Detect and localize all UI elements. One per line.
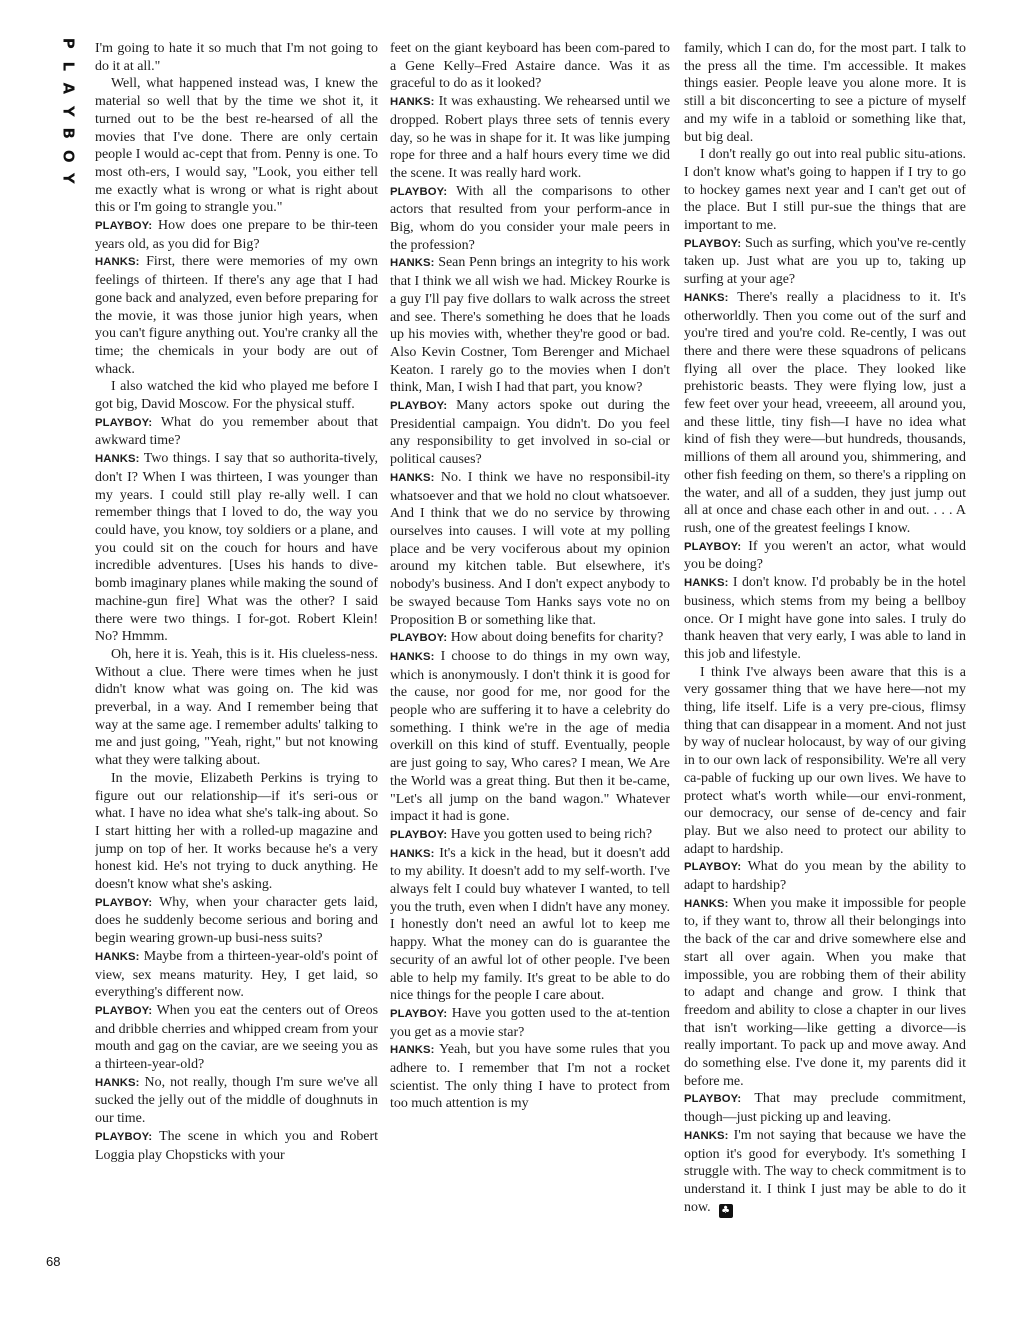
paragraph-text: I don't know. I'd probably be in the hotel business, which stems from my being a bellboy once. Or I might have gone into sales. I truly do thank heaven that very early, I was able to land in this job and lifestyle. bbox=[684, 575, 966, 662]
interview-exchange bbox=[684, 895, 966, 1091]
interview-exchange bbox=[684, 574, 966, 664]
speaker-label: PLAYBOY: bbox=[684, 237, 742, 250]
article-paragraph bbox=[95, 378, 378, 413]
running-head-letter: Y bbox=[59, 172, 78, 184]
paragraph-text: With all the comparisons to other actors that resulted from your perform-ance in Big, whom do you consider your male peers in the profession? bbox=[390, 183, 670, 253]
text-column-2 bbox=[390, 40, 670, 1280]
article-paragraph bbox=[684, 40, 966, 146]
speaker-label: HANKS: bbox=[390, 257, 435, 270]
speaker-label: HANKS: bbox=[684, 577, 729, 590]
speaker-label: PLAYBOY: bbox=[95, 416, 153, 429]
interview-exchange bbox=[95, 217, 378, 253]
speaker-label: HANKS: bbox=[390, 1044, 435, 1057]
speaker-label: PLAYBOY: bbox=[390, 185, 448, 198]
speaker-label: PLAYBOY: bbox=[390, 632, 448, 645]
paragraph-text: If you weren't an actor, what would you be doing? bbox=[684, 538, 966, 573]
speaker-label: HANKS: bbox=[684, 291, 729, 304]
interview-exchange bbox=[390, 629, 670, 648]
speaker-label: PLAYBOY: bbox=[684, 861, 742, 874]
paragraph-text: No, not really, though I'm sure we've all sucked the jelly out of the middle of doughnuts in our time. bbox=[95, 1074, 378, 1127]
speaker-label: PLAYBOY: bbox=[95, 896, 153, 909]
paragraph-text: I don't really go out into real public situ-ations. I don't know what's going to happen if I try to go to hockey games next year and I can't get out of the place. But I still pur-sue the things that are important to me. bbox=[684, 147, 966, 234]
text-column-1 bbox=[95, 40, 378, 1280]
article-paragraph bbox=[684, 664, 966, 859]
speaker-label: HANKS: bbox=[95, 256, 140, 269]
paragraph-text: It was exhausting. We rehearsed until we dropped. Robert plays three sets of tennis every day, so he was in shape for it. It was like jumping rope for three and a half hours every time we did the scene. It was really hard work. bbox=[390, 94, 670, 181]
paragraph-text: There's really a placidness to it. It's otherworldly. Then you come out of the surf and you're tired and you're cold. Re-cently, I was out there and there were these squadrons of pelicans flying all over the place. They looked like prehistoric beasts. They were flying low, just a few feet over your head, vreeeem, all around you, and these little, tiny fish—I have no idea what kind of fish they were—but hundreds, thousands, millions of them all around you, shimmering, and other fish feeding on them, so there's a rippling on the water, and all of a sudden, they just jump out all at once and chase each other in and out. . . . A rush, one of the greatest feelings I know. bbox=[684, 289, 966, 536]
interview-exchange bbox=[684, 538, 966, 574]
end-mark-icon: ♣ bbox=[719, 1204, 733, 1218]
interview-exchange bbox=[95, 1002, 378, 1074]
speaker-label: PLAYBOY: bbox=[95, 220, 153, 233]
interview-exchange bbox=[390, 254, 670, 397]
interview-exchange bbox=[95, 948, 378, 1002]
paragraph-text: Have you gotten used to being rich? bbox=[450, 826, 653, 842]
paragraph-text: What do you remember about that awkward time? bbox=[95, 414, 378, 449]
running-head-letter: A bbox=[59, 82, 78, 95]
interview-exchange bbox=[95, 1074, 378, 1128]
paragraph-text: family, which I can do, for the most part. I talk to the press all the time. I'm accessible. It makes things easier. People leave you alone more. It is still a bit disconcerting to see a picture of myself and my wife in a tabloid or something like that, but big deal. bbox=[684, 41, 966, 145]
paragraph-text: No. I think we have no responsibil-ity whatsoever and that we hold no clout whatsoever. And I think that we do no service by throwing ourselves into causes. I will vote at my polling place and be very vociferous about my opinion around my kitchen table. But elsewhere, it's nobody's business. And I don't expect anybody to be swayed because Tom Hanks says vote no on Proposition B or something like that. bbox=[390, 469, 670, 628]
interview-exchange bbox=[95, 450, 378, 646]
paragraph-text: Well, what happened instead was, I knew the material so well that by the time we shot it, it turned out to be the best re-hearsed of all the movies that I've done. There are only certain people I would ac-cept that from. Penny is one. To most oth-ers, I would say, "Look, you either tell me exactly what is wrong or what is right about this or I'm going to strangle you." bbox=[95, 76, 378, 216]
speaker-label: HANKS: bbox=[684, 897, 729, 910]
paragraph-text: What do you mean by the ability to adapt to hardship? bbox=[684, 859, 966, 894]
article-paragraph bbox=[95, 40, 378, 75]
paragraph-text: It's a kick in the head, but it doesn't add to my ability. It doesn't add to my self-worth. I've always felt I could buy whatever I wanted, to tell you the truth, even when I didn't have any money. I honestly don't need an awful lot to keep me happy. What the money can do is guarantee the security of an awful lot of other people. I've been able to help my family. It's great to be able to do nice things for the people I care about. bbox=[390, 845, 670, 1004]
speaker-label: PLAYBOY: bbox=[95, 1130, 153, 1143]
interview-exchange bbox=[390, 183, 670, 255]
paragraph-text: When you make it impossible for people to, if they want to, throw all their belongings into the back of the car and drive somewhere else and start all over again. When you make that impossible, you are robbing them of their ability to adapt and change and grow. I think that freedom and ability to close a chapter in our lives that isn't working—like getting a divorce—is really important. To pack up and move away. And do something else. I've done it, my parents did it before me. bbox=[684, 895, 966, 1089]
speaker-label: HANKS: bbox=[390, 847, 435, 860]
paragraph-text: I choose to do things in my own way, which is anonymously. I don't think it is good for the cause, nor good for me, nor good for the people who are suffering it to have a celebrity do something. I think we're in the age of media overkill on this kind of stuff. Eventually, people are just going to say, Who cares? I mean, We Are the World was a great thing. But then it be-came, "Let's all jump on the band wagon." Whatever impact it had is gone. bbox=[390, 648, 670, 825]
running-head-letter: P bbox=[59, 37, 78, 49]
running-head-letter: B bbox=[59, 127, 78, 139]
paragraph-text: I think I've always been aware that this is a very gossamer thing that we have here—not my thing, life itself. Life is a very pre-cious, flimsy thing that can disappear in a moment. And not just by way of nuclear holocaust, by way of our giving in to our own lack of responsibility. We're all very ca-pable of fucking up our own lives. We have to protect what's worth while—our envi-ronment, our democracy, our sense of de-cency and fair play. But we also need to protect our ability to adapt to hardship. bbox=[684, 664, 966, 857]
article-paragraph bbox=[95, 75, 378, 217]
paragraph-text: I'm not saying that because we have the option it's good for everybody. It's something I struggle with. The way to check commitment is to understand it. I think I just may be able to do it now. bbox=[684, 1127, 966, 1215]
paragraph-text: The scene in which you and Robert Loggia play Chopsticks with your bbox=[95, 1128, 378, 1163]
speaker-label: HANKS: bbox=[390, 650, 435, 663]
page-number: 68 bbox=[46, 1254, 61, 1269]
interview-exchange bbox=[95, 1128, 378, 1164]
speaker-label: PLAYBOY: bbox=[390, 1007, 448, 1020]
paragraph-text: Why, when your character gets laid, does he suddenly become serious and boring and begin wearing grown-up busi-ness suits? bbox=[95, 894, 378, 947]
interview-exchange bbox=[390, 648, 670, 826]
interview-exchange bbox=[684, 235, 966, 289]
speaker-label: HANKS: bbox=[95, 453, 140, 466]
speaker-label: PLAYBOY: bbox=[684, 540, 742, 553]
paragraph-text: That may preclude commitment, though—just picking up and leaving. bbox=[684, 1091, 966, 1126]
running-head-letter: Y bbox=[59, 105, 78, 117]
paragraph-text: Two things. I say that so authorita-tively, don't I? When I was thirteen, I was younger than my years. I could still play re-ally well. I can remember things that I loved to do, the way you could have, you know, toy soldiers or a plane, and you could sit on the couch for hours and have incredible adventures. [Uses his hands to dive-bomb imaginary planes while making the sound of machine-gun fire] What was the other? I said there were two things. I for-got. Robert Klein! No? Hmmm. bbox=[95, 451, 378, 645]
paragraph-text: Have you gotten used to the at-tention you get as a movie star? bbox=[390, 1005, 670, 1040]
paragraph-text: How about doing benefits for charity? bbox=[450, 630, 664, 646]
paragraph-text: Many actors spoke out during the Presidential campaign. You didn't. Do you feel any responsibility to get involved in so-cial or political causes? bbox=[390, 398, 670, 468]
speaker-label: HANKS: bbox=[684, 1129, 729, 1142]
interview-exchange bbox=[95, 414, 378, 450]
article-paragraph bbox=[95, 646, 378, 770]
paragraph-text: How does one prepare to be thir-teen years old, as you did for Big? bbox=[95, 218, 378, 252]
interview-exchange bbox=[390, 845, 670, 1005]
paragraph-text: Oh, here it is. Yeah, this is it. His clueless-ness. Without a clue. There were times when he just didn't know what was going on. The kid was preverbal, in a way. And I remember being that way at the same age. I remember adults' talking to me and just going, "Yeah, right," but not knowing what they were talking about. bbox=[95, 646, 378, 769]
running-head bbox=[52, 32, 76, 190]
running-head-letter: L bbox=[59, 60, 78, 71]
interview-exchange bbox=[390, 469, 670, 629]
interview-exchange bbox=[684, 289, 966, 538]
paragraph-text: I also watched the kid who played me before I got big, David Moscow. For the physical stuff. bbox=[95, 379, 378, 413]
paragraph-text: Yeah, but you have some rules that you adhere to. I remember that I'm not a rocket scientist. The only thing I have to protect from too much attention is my bbox=[390, 1042, 670, 1112]
interview-exchange bbox=[390, 397, 670, 469]
speaker-label: HANKS: bbox=[390, 96, 435, 109]
article-paragraph bbox=[684, 146, 966, 235]
interview-exchange bbox=[390, 1041, 670, 1113]
speaker-label: HANKS: bbox=[95, 950, 140, 963]
running-head-letter: O bbox=[59, 149, 78, 163]
interview-exchange bbox=[95, 253, 378, 378]
speaker-label: PLAYBOY: bbox=[390, 400, 448, 413]
interview-exchange bbox=[684, 858, 966, 894]
speaker-label: HANKS: bbox=[390, 471, 435, 484]
interview-exchange bbox=[684, 1127, 966, 1218]
speaker-label: PLAYBOY: bbox=[390, 828, 448, 841]
paragraph-text: Sean Penn brings an integrity to his work that I think we all wish we had. Mickey Rourke is a guy I'll pay five dollars to walk across the street and see. There's something he does that he loads up his movies with, whether they're good or bad. Also Kevin Costner, Tom Berenger and Michael Keaton. I rarely go to the movies when I don't think, Man, I wish I had that part, you know? bbox=[390, 255, 670, 396]
paragraph-text: Maybe from a thirteen-year-old's point of view, sex means maturity. Hey, I get laid, so everything's different now. bbox=[95, 948, 378, 1001]
speaker-label: HANKS: bbox=[95, 1076, 140, 1089]
interview-exchange bbox=[684, 1090, 966, 1126]
paragraph-text: In the movie, Elizabeth Perkins is trying to figure out our relationship—if it's seri-ous or what. I have no idea what she's talk-ing about. So I start hitting her with a rolled-up magazine and jump on top of her. It works because he's a very honest kid. He's not trying to duck anything. He doesn't know what she's asking. bbox=[95, 770, 378, 893]
interview-exchange bbox=[390, 826, 670, 845]
article-paragraph bbox=[390, 40, 670, 93]
interview-exchange bbox=[95, 894, 378, 948]
paragraph-text: feet on the giant keyboard has been com-pared to a Gene Kelly–Fred Astaire dance. Was it as graceful to do as it looked? bbox=[390, 41, 670, 92]
speaker-label: PLAYBOY: bbox=[684, 1093, 742, 1106]
speaker-label: PLAYBOY: bbox=[95, 1004, 153, 1017]
paragraph-text: I'm going to hate it so much that I'm not going to do it at all." bbox=[95, 41, 378, 74]
text-column-3 bbox=[684, 40, 966, 1280]
interview-exchange bbox=[390, 1005, 670, 1041]
interview-exchange bbox=[390, 93, 670, 183]
paragraph-text: When you eat the centers out of Oreos and dribble cherries and whipped cream from your mouth and gag on the caviar, are we seeing you as a thirteen-year-old? bbox=[95, 1002, 378, 1073]
paragraph-text: First, there were memories of my own feelings of thirteen. If there's any age that I had gone back and analyzed, even before preparing for the movie, it was those junior high years, when you can't figure anything out. You're cranky all the time; the chemicals in your body are out of whack. bbox=[95, 254, 378, 377]
paragraph-text: Such as surfing, which you've re-cently taken up. Just what are you up to, taking up surfing at your age? bbox=[684, 235, 966, 288]
article-paragraph bbox=[95, 770, 378, 894]
